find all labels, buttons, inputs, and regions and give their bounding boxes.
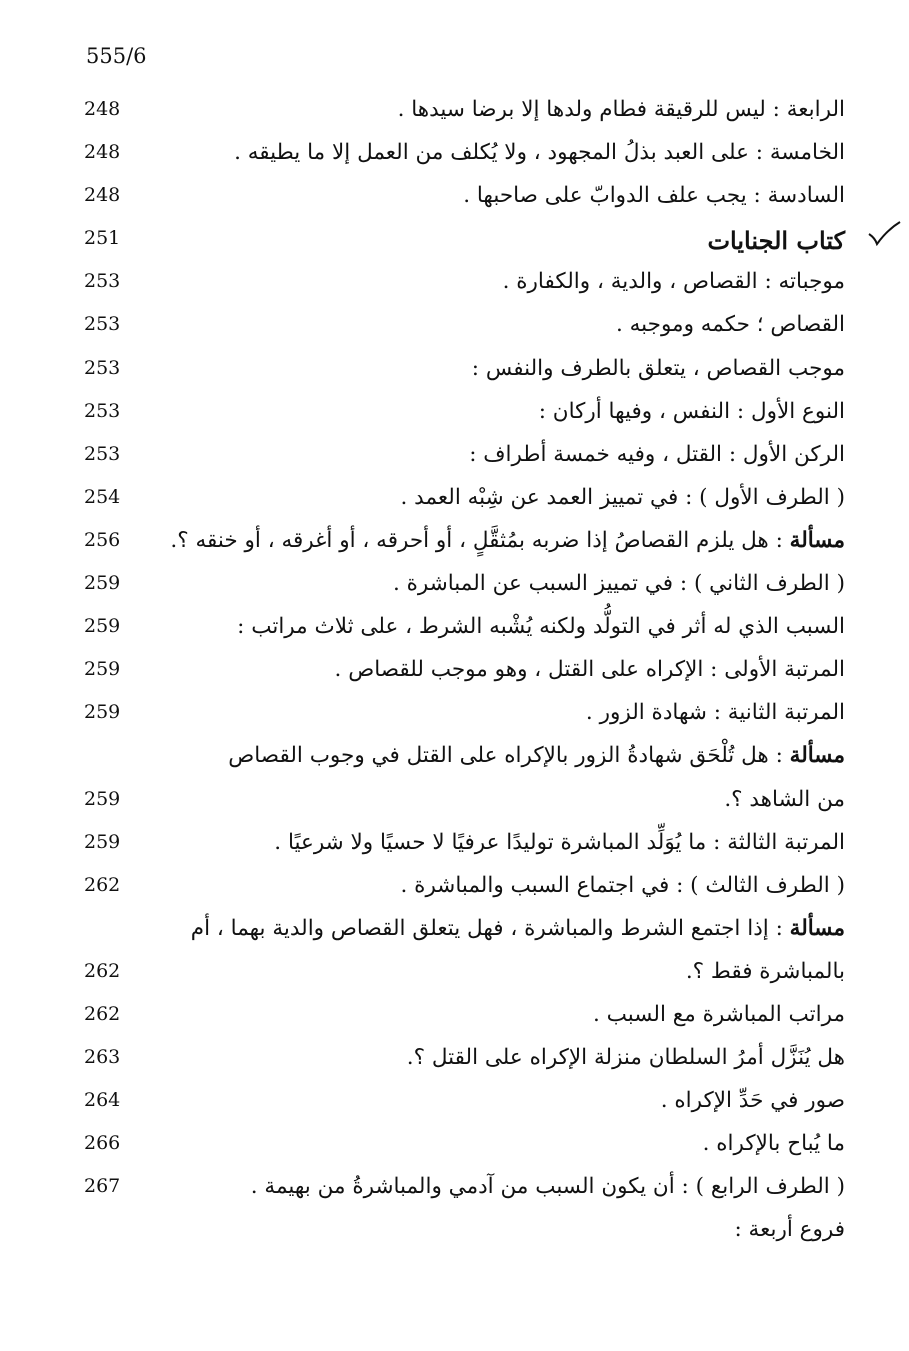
toc-entry — [0, 480, 909, 523]
toc-page-number: 263 — [84, 1046, 121, 1069]
toc-page-number: 259 — [84, 830, 121, 853]
toc-page-number: 262 — [84, 959, 121, 982]
toc-entry — [0, 997, 909, 1040]
toc-page-number: 251 — [84, 227, 121, 250]
toc-entry-text: المرتبة الثالثة : ما يُوَلِّد المباشرة توليدًا عرفيًا لا حسيًا ولا شرعيًا . — [274, 829, 845, 855]
toc-entry-body: : هل تُلْحَق شهادةُ الزور بالإكراه على القتل في وجوب القصاص — [228, 743, 790, 769]
toc-entry-text: كتاب الجنايات — [707, 226, 845, 256]
toc-entry-text: السبب الذي له أثر في التولُّد ولكنه يُشْبه الشرط ، على ثلاث مراتب : — [237, 614, 845, 640]
toc-page-number: 253 — [84, 270, 121, 293]
toc-entry-text: القصاص ؛ حكمه وموجبه . — [615, 312, 845, 338]
toc-page-number: 248 — [84, 184, 121, 207]
toc-entry-text — [170, 528, 845, 553]
toc-page-number: 259 — [84, 787, 121, 810]
toc-entry — [0, 652, 909, 695]
toc-entry-text: فروع أربعة : — [734, 1217, 845, 1243]
toc-entry-text: النوع الأول : النفس ، وفيها أركان : — [538, 398, 845, 424]
toc-entry-text: ( الطرف الثالث ) : في اجتماع السبب والمباشرة . — [400, 872, 845, 898]
toc-entry — [0, 307, 909, 350]
toc-entry — [0, 911, 909, 954]
toc-entry — [0, 437, 909, 480]
toc-entry-body: : إذا اجتمع الشرط والمباشرة ، فهل يتعلق القصاص والدية بهما ، أم — [190, 915, 790, 941]
issue-label: مسألة — [789, 915, 845, 941]
toc-entry-text — [191, 916, 845, 941]
toc-entry — [0, 1169, 909, 1212]
toc-entry-text — [228, 743, 845, 768]
toc-entry-text: مراتب المباشرة مع السبب . — [592, 1001, 845, 1027]
toc-entry — [0, 1040, 909, 1083]
toc-page-number: 259 — [84, 701, 121, 724]
issue-label: مسألة — [789, 527, 845, 553]
toc-entry — [0, 566, 909, 609]
toc-entry — [0, 1212, 909, 1255]
toc-entry — [0, 92, 909, 135]
toc-entry-text: موجباته : القصاص ، والدية ، والكفارة . — [502, 269, 845, 295]
toc-entry-text: ما يُباح بالإكراه . — [702, 1131, 845, 1157]
toc-entry-text: صور في حَدِّ الإكراه . — [660, 1088, 845, 1114]
toc-page-number: 253 — [84, 356, 121, 379]
toc-page-number: 262 — [84, 873, 121, 896]
toc-entry-text: الركن الأول : القتل ، وفيه خمسة أطراف : — [469, 441, 845, 467]
toc-entry — [0, 135, 909, 178]
toc-entry — [0, 738, 909, 781]
toc-entry-text: ( الطرف الأول ) : في تمييز العمد عن شِبْه العمد . — [400, 484, 845, 510]
toc-entry-text: المرتبة الأولى : الإكراه على القتل ، وهو موجب للقصاص . — [334, 657, 845, 683]
toc-page-number: 253 — [84, 313, 121, 336]
toc-page-number: 253 — [84, 442, 121, 465]
toc-entry — [0, 825, 909, 868]
toc-entry-text: المرتبة الثانية : شهادة الزور . — [585, 700, 845, 726]
toc-entry — [0, 523, 909, 566]
issue-label: مسألة — [789, 743, 845, 769]
toc-page-number: 253 — [84, 399, 121, 422]
toc-entry-text: من الشاهد ؟. — [724, 786, 845, 812]
toc-entry — [0, 782, 909, 825]
toc-page-number: 259 — [84, 572, 121, 595]
toc-entry-text: ( الطرف الثاني ) : في تمييز السبب عن المباشرة . — [392, 571, 845, 597]
toc-page-number: 254 — [84, 485, 121, 508]
toc-entry-text: بالمباشرة فقط ؟. — [685, 958, 845, 984]
table-of-contents — [0, 92, 909, 1256]
toc-entry — [0, 1083, 909, 1126]
toc-entry-text: الخامسة : على العبد بذلُ المجهود ، ولا يُكلف من العمل إلا ما يطيقه . — [234, 140, 845, 166]
toc-page-number: 266 — [84, 1132, 121, 1155]
toc-entry — [0, 609, 909, 652]
toc-page-number: 267 — [84, 1175, 121, 1198]
toc-page-number: 264 — [84, 1089, 121, 1112]
page-reference: 555/6 — [86, 44, 147, 68]
toc-entry-text: هل يُنَزَّل أمرُ السلطان منزلة الإكراه على القتل ؟. — [406, 1045, 845, 1071]
toc-entry — [0, 868, 909, 911]
toc-entry — [0, 394, 909, 437]
toc-entry — [0, 351, 909, 394]
toc-entry-text: ( الطرف الرابع ) : أن يكون السبب من آدمي والمباشرةُ من بهيمة . — [250, 1174, 845, 1200]
toc-entry — [0, 264, 909, 307]
toc-page-number: 248 — [84, 98, 121, 120]
toc-page-number: 256 — [84, 528, 121, 551]
toc-entry-text: موجب القصاص ، يتعلق بالطرف والنفس : — [471, 355, 845, 381]
toc-entry — [0, 695, 909, 738]
toc-entry — [0, 1126, 909, 1169]
toc-heading — [0, 221, 909, 264]
toc-page-number: 262 — [84, 1002, 121, 1025]
toc-entry — [0, 954, 909, 997]
toc-page-number: 248 — [84, 141, 121, 164]
toc-page-number: 259 — [84, 615, 121, 638]
toc-entry — [0, 178, 909, 221]
toc-entry-body: : هل يلزم القصاصُ إذا ضربه بمُثقَّلٍ ، أو أحرقه ، أو أغرقه ، أو خنقه ؟. — [170, 527, 790, 553]
toc-page-number: 259 — [84, 658, 121, 681]
toc-entry-text: الرابعة : ليس للرقيقة فطام ولدها إلا برضا سيدها . — [397, 97, 845, 122]
toc-entry-text: السادسة : يجب علف الدوابّ على صاحبها . — [463, 183, 845, 209]
